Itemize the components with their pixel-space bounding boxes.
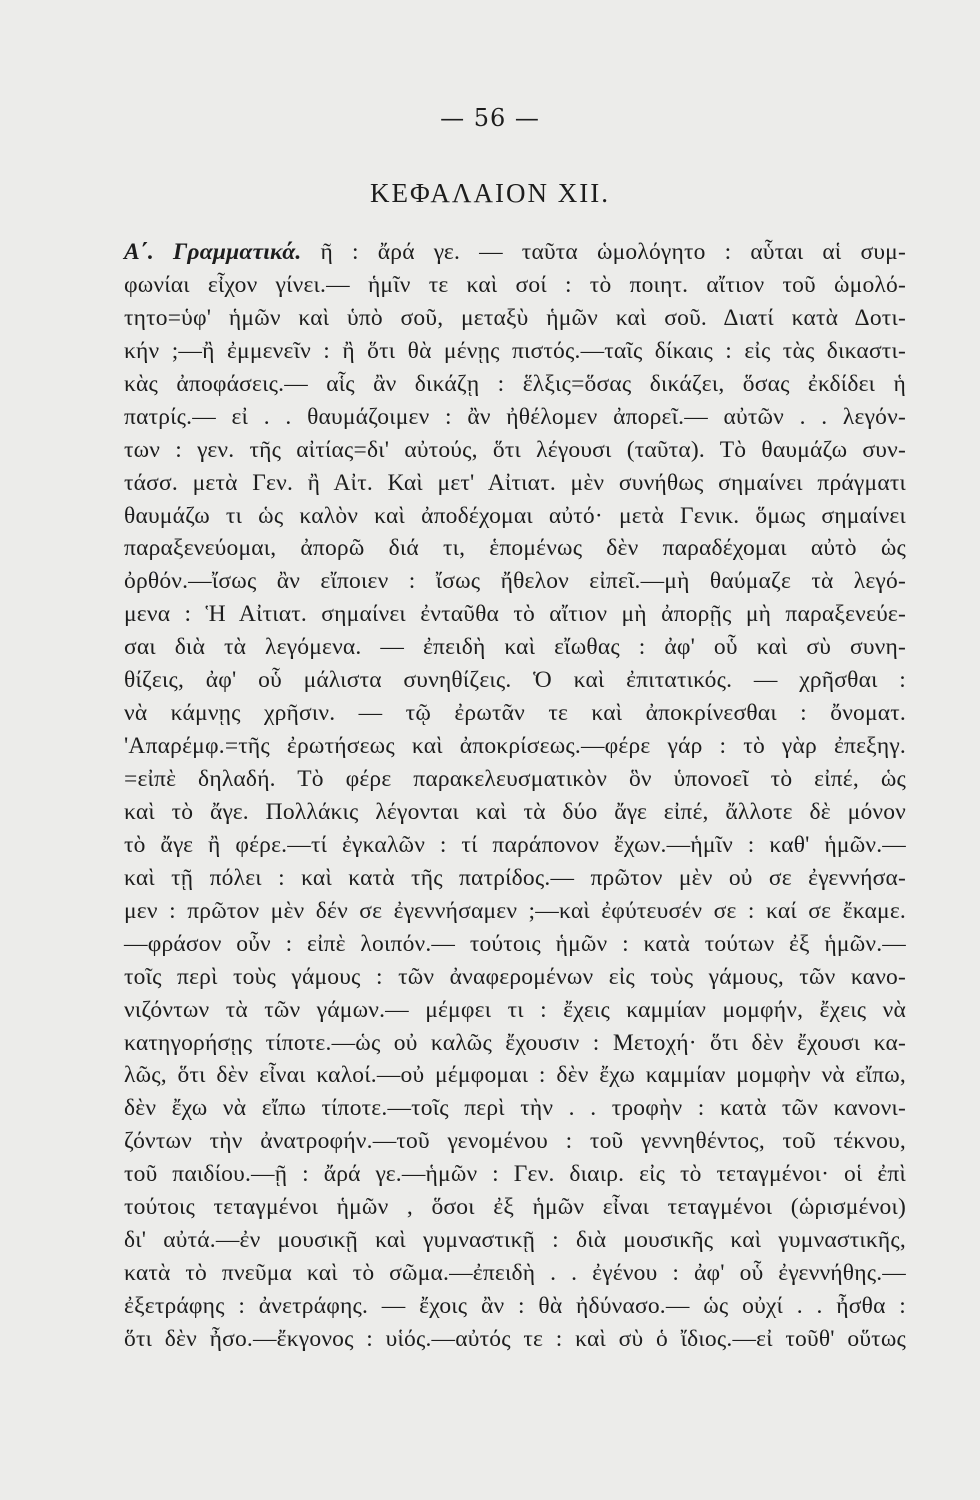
text-line: τούτοις τεταγμένοι ἡμῶν , ὅσοι ἐξ ἡμῶν εἶναι τεταγμένοι (ὡρισμένοι) bbox=[124, 1194, 906, 1221]
text-line: κατὰ τὸ πνεῦμα καὶ τὸ σῶμα.—ἐπειδὴ . . ἐγένου : ἀφ' οὗ ἐγεννήθης.— bbox=[124, 1260, 906, 1287]
page-number: — 56 — bbox=[440, 104, 540, 132]
text-line: κήν ;—ἢ ἐμμενεῖν : ἢ ὅτι θὰ μένῃς πιστός.—ταῖς δίκαις : εἰς τὰς δικαστι- bbox=[124, 337, 906, 364]
text-line: μεν : πρῶτον μὲν δέν σε ἐγεννήσαμεν ;—καὶ ἐφύτευσέν σε : καί σε ἔκαμε. bbox=[124, 897, 906, 924]
text-line: τὸ ἄγε ἢ φέρε.—τί ἐγκαλῶν : τί παράπονον ἔχων.—ἡμῖν : καθ' ἡμῶν.— bbox=[124, 831, 906, 858]
text-line: ὀρθόν.—ἴσως ἂν εἴποιεν : ἴσως ἤθελον εἰπεῖ.—μὴ θαύμαζε τὰ λεγό- bbox=[124, 568, 906, 595]
text-line-heading bbox=[124, 236, 906, 269]
text-line: τοῦ παιδίου.—ῇ : ἄρά γε.—ἡμῶν : Γεν. διαιρ. εἰς τὸ τεταγμένοι· οἱ ἐπὶ bbox=[124, 1161, 906, 1188]
text-line: κατηγορήσῃς τίποτε.—ὡς οὐ καλῶς ἔχουσιν : Μετοχή· ὅτι δὲν ἔχουσι κα- bbox=[124, 1029, 906, 1056]
text-line: τητο=ὑφ' ἡμῶν καὶ ὑπὸ σοῦ, μεταξὺ ἡμῶν καὶ σοῦ. Διατί κατὰ Δοτι- bbox=[124, 304, 906, 331]
commentary-text bbox=[124, 236, 906, 1356]
text-line: μενα : Ἡ Αἰτιατ. σημαίνει ἐνταῦθα τὸ αἴτιον μὴ ἀπορῇς μὴ παραξενεύε- bbox=[124, 601, 906, 628]
text-line: τάσσ. μετὰ Γεν. ἢ Αἰτ. Καὶ μετ' Αἰτιατ. μὲν συνήθως σημαίνει πράγματι bbox=[124, 469, 906, 496]
text-line: θαυμάζω τι ὡς καλὸν καὶ ἀποδέχομαι αὐτό· μετὰ Γενικ. ὅμως σημαίνει bbox=[124, 502, 906, 529]
text-line: των : γεν. τῆς αἰτίας=δι' αὐτούς, ὅτι λέγουσι (ταῦτα). Τὸ θαυμάζω συν- bbox=[124, 436, 906, 463]
text-line: λῶς, ὅτι δὲν εἶναι καλοί.—οὐ μέμφομαι : δὲν ἔχω καμμίαν μομφὴν νὰ εἴπω, bbox=[124, 1062, 906, 1089]
chapter-title: ΚΕΦΑΛΑΙΟΝ XII. bbox=[370, 178, 610, 208]
text-line: θίζεις, ἀφ' οὗ μάλιστα συνηθίζεις. Ὁ καὶ ἐπιτατικός. — χρῆσθαι : bbox=[124, 667, 906, 694]
text-line: —φράσον οὖν : εἰπὲ λοιπόν.— τούτοις ἡμῶν : κατὰ τούτων ἐξ ἡμῶν.— bbox=[124, 930, 906, 957]
text-line: ὅτι δὲν ἦσο.—ἔκγονος : υἱός.—αὐτός τε : καὶ σὺ ὁ ἴδιος.—εἰ τοῦθ' οὕτως bbox=[124, 1325, 906, 1352]
text-line: καὶ τὸ ἄγε. Πολλάκις λέγονται καὶ τὰ δύο ἄγε εἰπέ, ἄλλοτε δὲ μόνον bbox=[124, 798, 906, 825]
text-line: πατρίς.— εἰ . . θαυμάζοιμεν : ἂν ἠθέλομεν ἀπορεῖ.— αὐτῶν . . λεγόν- bbox=[124, 403, 906, 430]
text-line: 'Απαρέμφ.=τῆς ἐρωτήσεως καὶ ἀποκρίσεως.—φέρε γάρ : τὸ γὰρ ἐπεξηγ. bbox=[124, 733, 906, 760]
text-line: =εἰπὲ δηλαδή. Τὸ φέρε παρακελευσματικὸν ὃν ὑπονοεῖ τὸ εἰπέ, ὡς bbox=[124, 766, 906, 792]
text-line: τοῖς περὶ τοὺς γάμους : τῶν ἀναφερομένων εἰς τοὺς γάμους, τῶν κανο- bbox=[124, 963, 906, 990]
text-line: καὶ τῇ πόλει : καὶ κατὰ τῆς πατρίδος.— πρῶτον μὲν οὐ σε ἐγεννήσα- bbox=[124, 864, 906, 891]
text-line: παραξενεύομαι, ἀπορῶ διά τι, ἑπομένως δὲν παραδέχομαι αὐτὸ ὡς bbox=[124, 535, 906, 562]
section-heading: Α΄. Γραμματικά. bbox=[124, 239, 302, 265]
text-line: σαι διὰ τὰ λεγόμενα. — ἐπειδὴ καὶ εἴωθας : ἀφ' οὗ καὶ σὺ συνη- bbox=[124, 634, 906, 661]
text-line: φωνίαι εἶχον γίνει.— ἡμῖν τε καὶ σοί : τὸ ποιητ. αἴτιον τοῦ ὡμολό- bbox=[124, 271, 906, 298]
text-line: δι' αὐτά.—ἐν μουσικῇ καὶ γυμναστικῇ : διὰ μουσικῆς καὶ γυμναστικῆς, bbox=[124, 1227, 906, 1254]
text-line: ζόντων τὴν ἀνατροφήν.—τοῦ γενομένου : τοῦ γεννηθέντος, τοῦ τέκνου, bbox=[124, 1128, 906, 1155]
text-line: νιζόντων τὰ τῶν γάμων.— μέμφει τι : ἔχεις καμμίαν μομφήν, ἔχεις νὰ bbox=[124, 996, 906, 1023]
text-line: κὰς ἀποφάσεις.— αἷς ἂν δικάζῃ : ἕλξις=ὅσας δικάζει, ὅσας ἐκδίδει ἡ bbox=[124, 370, 906, 397]
text-line: δὲν ἔχω νὰ εἴπω τίποτε.—τοῖς περὶ τὴν . . τροφὴν : κατὰ τῶν κανονι- bbox=[124, 1095, 906, 1122]
text-line: ἐξετράφης : ἀνετράφης. — ἔχοις ἂν : θὰ ἠδύνασο.— ὡς οὐχί . . ἦσθα : bbox=[124, 1293, 906, 1319]
text-line: νὰ κάμνῃς χρῆσιν. — τῷ ἐρωτᾶν τε καὶ ἀποκρίνεσθαι : ὄνοματ. bbox=[124, 700, 906, 727]
text-line: ῆ : ἄρά γε. — ταῦτα ὡμολόγητο : αὗται αἱ συμ- bbox=[301, 239, 906, 265]
